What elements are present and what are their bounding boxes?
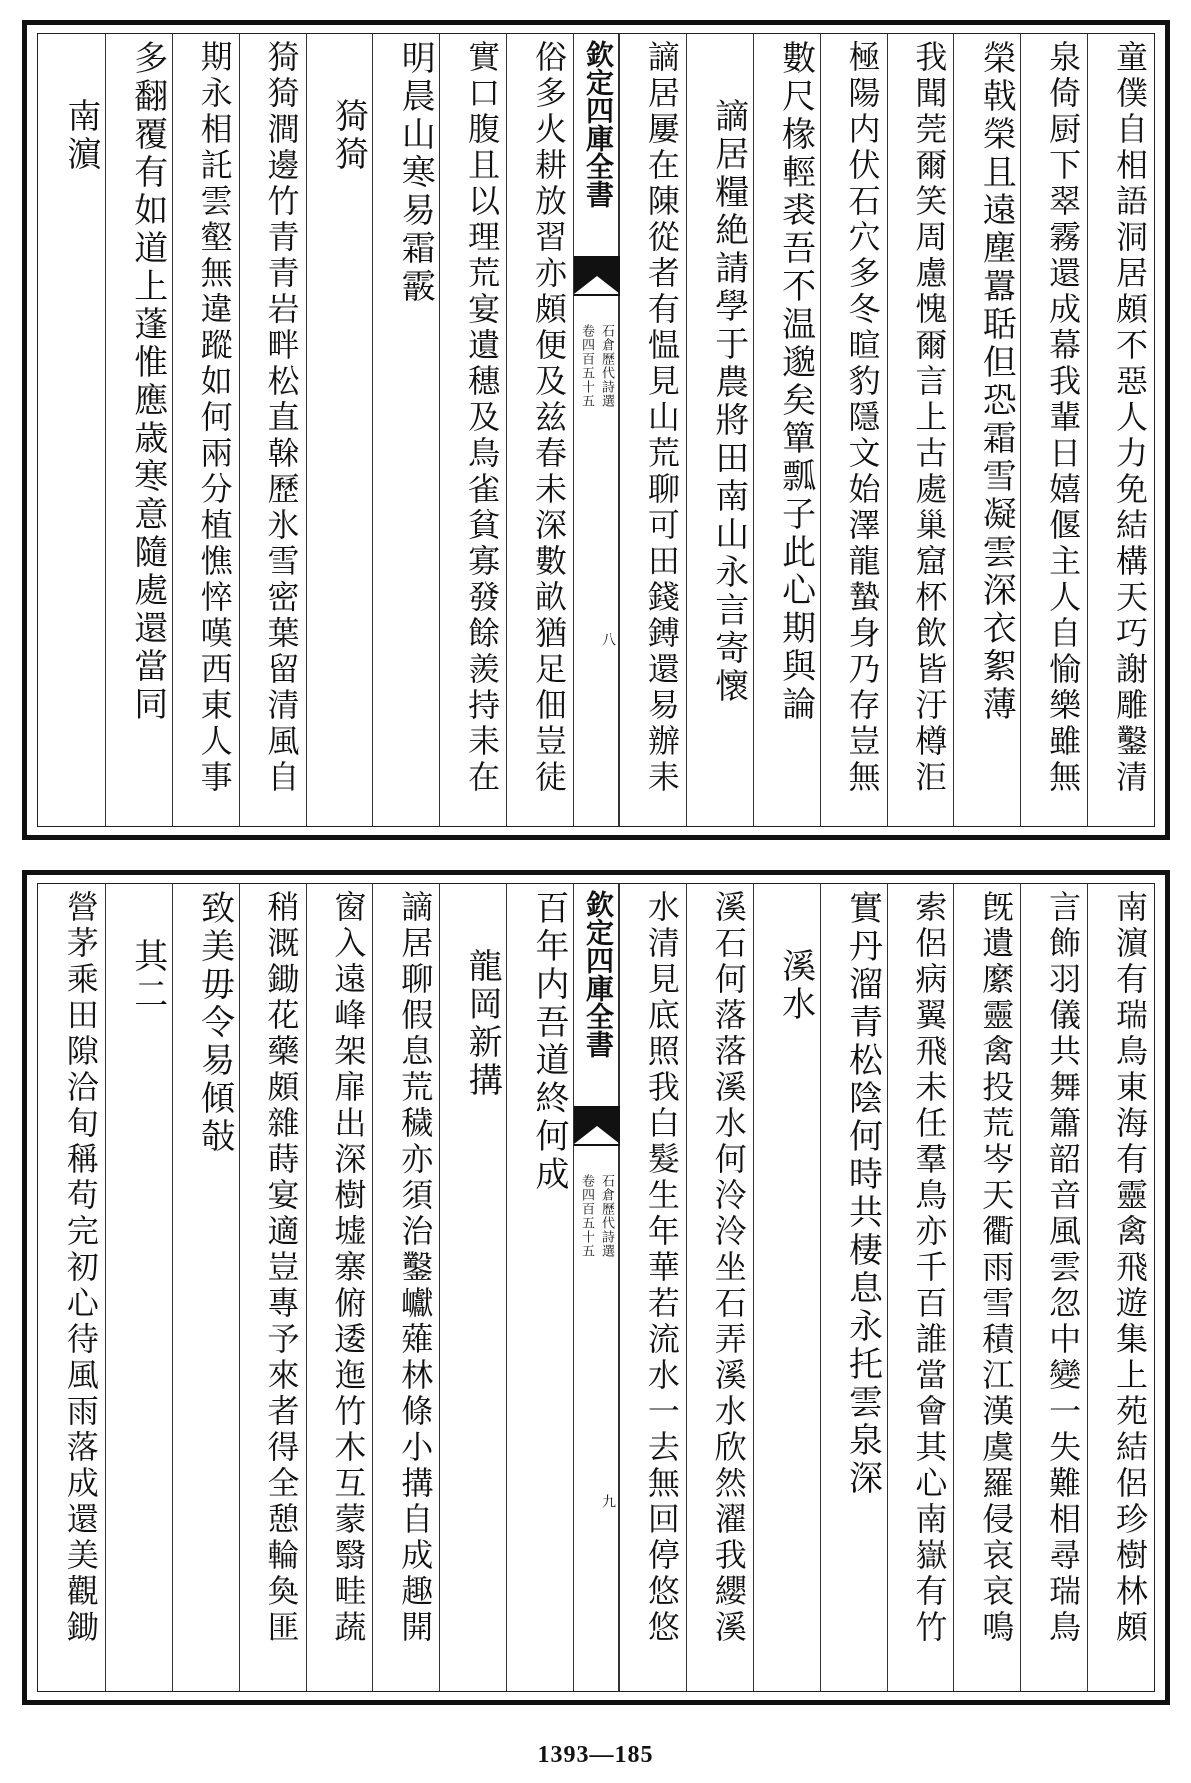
series-title: 欽定四庫全書 (582, 890, 615, 1058)
poem-line: 我聞莞爾笑周慮愧爾言上古處巢窟杯飲皆汙樽洰 (910, 40, 949, 796)
fishtail-mark-icon (574, 1106, 620, 1148)
poem-title-column (439, 884, 506, 1691)
poem-title: 南濵 (60, 98, 101, 174)
text-column (887, 34, 954, 826)
text-column (306, 884, 373, 1691)
poem-title: 溪水 (775, 948, 816, 1024)
text-column (820, 884, 887, 1691)
text-column (1087, 884, 1154, 1691)
bottom-page-frame (37, 883, 1155, 1692)
text-column (953, 34, 1020, 826)
text-column (239, 34, 306, 826)
poem-title: 謫居糧絶請學于農將田南山永言寄懷 (708, 98, 749, 706)
poem-title-column (686, 34, 753, 826)
text-column (439, 34, 506, 826)
poem-line: 索侶病翼飛未任羣鳥亦千百誰當會其心南嶽有竹 (910, 890, 949, 1646)
poem-line: 窗入遠峰架扉出深樹墟寨俯逶迤竹木互蒙翳畦蔬 (329, 890, 368, 1646)
leaf-number: 九 (600, 1494, 616, 1508)
poem-line: 極陽内伏石穴多冬暄豹隱文始澤龍蟄身乃存豈無 (843, 40, 882, 796)
poem-title: 猗猗 (328, 98, 369, 174)
poem-line: 南濵有瑞鳥東海有靈禽飛遊集上苑結侶珍樹林頗 (1111, 890, 1149, 1646)
poem-title-column (753, 884, 820, 1691)
book-title: 石倉歷代詩選 (599, 1174, 614, 1258)
poem-line: 期永相託雲壑無違蹤如何兩分植憔悴嘆西東人事 (195, 40, 234, 796)
text-column (105, 34, 172, 826)
text-column (506, 34, 573, 826)
center-fold-column (573, 34, 619, 826)
poem-title: 龍岡新搆 (462, 948, 503, 1100)
volume-number: 卷四百五十五 (579, 1174, 594, 1258)
text-column (820, 34, 887, 826)
text-column (753, 34, 820, 826)
volume-number: 卷四百五十五 (579, 324, 594, 408)
poem-line: 營茅乘田隙洽旬稱苟完初心待風雨落成還美觀鋤 (61, 890, 100, 1646)
page-footer-number: 1393—185 (537, 1742, 654, 1768)
poem-line: 謫居聊假息荒穢亦須治鑿巘薙林條小搆自成趣開 (396, 890, 435, 1646)
center-fold-column (573, 884, 619, 1691)
poem-line: 泉倚厨下翠霧還成幕我輩日嬉偃主人自愉樂雖無 (1044, 40, 1083, 796)
poem-line: 旣遺縻靈禽投荒岑天衢雨雪積江漢虞羅侵哀哀鳴 (977, 890, 1016, 1646)
poem-line: 明晨山寒易霜霰 (395, 40, 436, 306)
text-column (1020, 884, 1087, 1691)
poem-line: 多翻覆有如道上蓬惟應歳寒意隨處還當同 (127, 40, 168, 724)
poem-title: 其二 (127, 938, 168, 1014)
text-column (506, 884, 573, 1691)
poem-line: 數尺椽輕裘吾不温邈矣簞瓢子此心期與論 (775, 40, 816, 724)
text-column (372, 884, 439, 1691)
poem-line: 猗猗澗邊竹青青岩畔松直榦歷氷雪密葉留清風自 (262, 40, 301, 796)
text-column (1020, 34, 1087, 826)
text-column (172, 34, 239, 826)
text-column (239, 884, 306, 1691)
poem-line: 致美毋令易傾敧 (194, 890, 235, 1156)
poem-line: 溪石何落落溪水何泠泠坐石弄溪水欣然濯我纓溪 (709, 890, 748, 1646)
poem-line: 實丹溜青松陰何時共棲息永托雲泉深 (842, 890, 883, 1498)
text-column (619, 34, 686, 826)
leaf-number: 八 (600, 632, 616, 646)
text-column (172, 884, 239, 1691)
text-column (887, 884, 954, 1691)
top-page (22, 20, 1170, 840)
poem-line: 稍溉鋤花藥頗雜蒔宴適豈專予來者得全憩輪奐匪 (262, 890, 301, 1646)
poem-title-column (105, 884, 172, 1691)
top-page-frame (37, 33, 1155, 827)
text-column (1087, 34, 1154, 826)
text-column (953, 884, 1020, 1691)
poem-line: 言飾羽儀共舞簫韶音風雲忽中變一失難相尋瑞鳥 (1044, 890, 1083, 1646)
series-title: 欽定四庫全書 (582, 40, 615, 208)
text-column (372, 34, 439, 826)
poem-line: 榮戟榮且遠塵囂聒但恐霜雪凝雲深衣絮薄 (976, 40, 1017, 724)
poem-line: 童僕自相語洞居頗不惡人力免結構天巧謝雕鑿清 (1111, 40, 1149, 796)
text-column (38, 884, 105, 1691)
poem-line: 俗多火耕放習亦頗便及兹春未深數畝猶足佃豈徒 (530, 40, 568, 796)
poem-line: 百年内吾道終何成 (529, 890, 569, 1194)
poem-line: 實口腹且以理荒宴遺穗及鳥雀貧寡發餘羨持耒在 (463, 40, 502, 796)
bottom-page (22, 870, 1170, 1705)
text-column (619, 884, 686, 1691)
poem-line: 謫居屢在陳從者有愠見山荒聊可田錢鎛還易辦耒 (642, 40, 681, 796)
book-title: 石倉歷代詩選 (599, 324, 614, 408)
poem-line: 水清見底照我白髮生年華若流水一去無回停悠悠 (642, 890, 681, 1646)
poem-title-column (38, 34, 105, 826)
poem-title-column (306, 34, 373, 826)
fishtail-mark-icon (574, 256, 620, 298)
text-column (686, 884, 753, 1691)
